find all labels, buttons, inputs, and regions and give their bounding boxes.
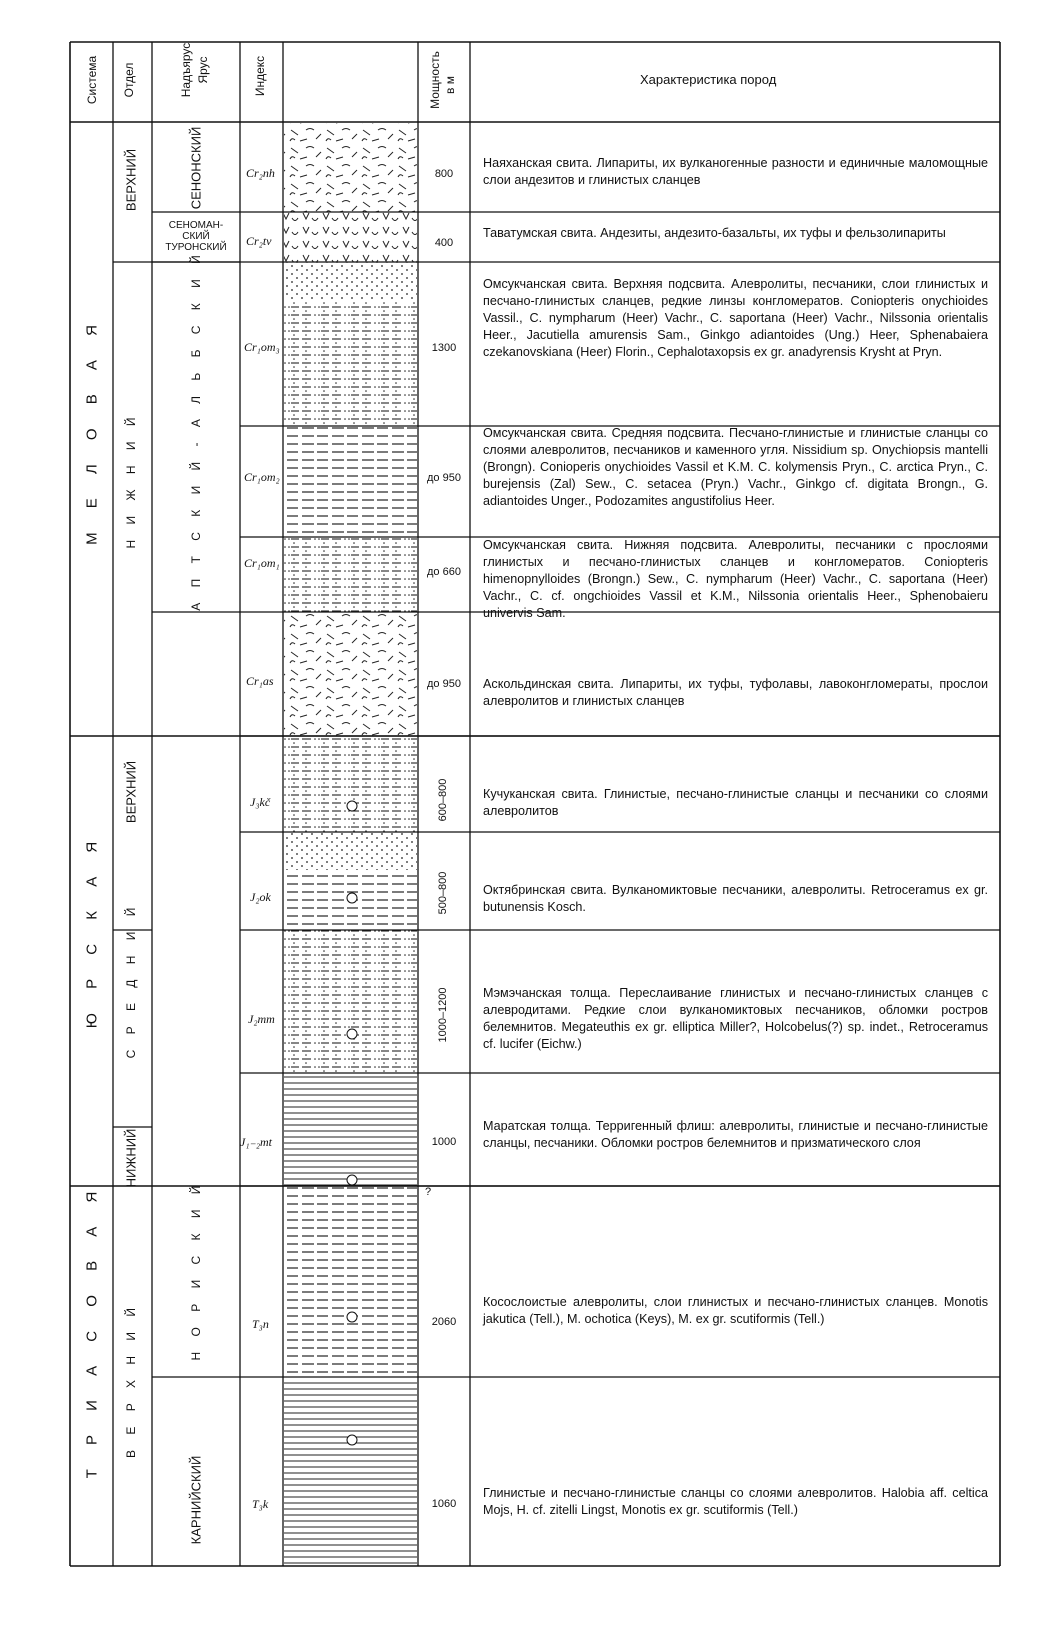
thickness-cr2nh: 800 (434, 168, 454, 180)
header-thickness-line1: Мощность (428, 51, 442, 109)
thickness-t3k: 1060 (431, 1498, 457, 1510)
header-index: Индекс (253, 55, 267, 97)
stage-aptian-albian: А П Т С К И Й - А Л Ь Б С К И Й (189, 249, 203, 611)
index-t3k: T₃k (252, 1497, 269, 1511)
thickness-j3kc: 600–800 (437, 778, 449, 822)
header-thickness-line2: в м (443, 76, 457, 94)
thickness-cr1as: до 950 (427, 678, 461, 690)
lithology-band (284, 1377, 417, 1566)
index-cr1as: Cr₁as (246, 674, 274, 688)
fossil-symbol (347, 1175, 357, 1185)
thickness-cr1om2: до 950 (427, 472, 461, 484)
system-cretaceous: М Е Л О В А Я (83, 315, 101, 545)
index-j2ok: J₂ok (250, 890, 271, 904)
lithology-band (284, 262, 417, 300)
description-j12mt: Маратская толща. Терригенный флиш: алевролиты, глинистые и песчано-глинистые сланцы, песчаники. Обломки ростров белемнитов и призматического слоя (483, 1119, 988, 1150)
system-jurassic: Ю Р С К А Я (83, 831, 101, 1029)
index-cr1om2: Cr₁om₂ (244, 470, 280, 484)
fossil-symbol (347, 1312, 357, 1322)
fossil-symbol (347, 801, 357, 811)
fossil-symbol (347, 1029, 357, 1039)
stage-senonian: СЕНОНСКИЙ (188, 126, 204, 210)
fossil-symbol (347, 893, 357, 903)
description-j3kc: Кучуканская свита. Глинистые, песчано-глинистые сланцы и песчаники со слоями алевролитов (483, 787, 988, 818)
header-system: Система (85, 55, 99, 105)
lithology-band (284, 300, 417, 426)
thickness-cr2tv: 400 (434, 237, 454, 249)
lithology-band (284, 612, 417, 736)
header-department: Отдел (122, 62, 136, 98)
description-j2ok: Октябринская свита. Вулканомиктовые песчаники, алевролиты. Retroceramus ex gr. butunensis Kosch. (483, 883, 988, 914)
department-jurassic-upper: ВЕРХНИЙ (123, 760, 139, 824)
index-t3n: T₃n (252, 1317, 269, 1331)
description-cr2nh: Наяханская свита. Липариты, их вулканогенные разности и единичные маломощные слои андезитов и глинистых сланцев (483, 156, 988, 187)
thickness-j12mt: 1000 (431, 1136, 457, 1148)
index-j12mt: J₁₋₂mt (240, 1135, 273, 1149)
department-triassic-upper: В Е Р Х Н И Й (124, 1302, 138, 1458)
description-t3k: Глинистые и песчано-глинистые сланцы со слоями алевролитов. Halobia aff. celtica Mojs, H. cf. zitelli Lingst, Monotis ex gr. scutiformis (Tell.) (483, 1486, 988, 1517)
stage-cenomanian-turonian: СЕНОМАН- СКИЙ ТУРОНСКИЙ (165, 220, 227, 253)
index-j3kc: J₃kč (250, 795, 271, 809)
department-jurassic-middle: С Р Е Д Н И Й (124, 901, 138, 1059)
thickness-cr1om3: 1300 (431, 342, 457, 354)
description-cr1om3: Омсукчанская свита. Верхняя подсвита. Алевролиты, песчаники, слои глинистых и песчано-глинистых сланцев, редкие линзы конгломератов. Coniopteris onychioides Vassil., C. nympharum (Heer) Vachr., C. saportana (Heer) Vachr., Nilssonia orientalis Heer., Jacutiella amurensis Sam., Ginkgo adiantoides (Ung.) Heer, Sphenabaiera czekanovskiana (Heer) Florin., Cephalotaxopsis ex gr. anadyrensis Krysht at Pryn. (483, 277, 988, 359)
thickness-cr1om1: до 660 (427, 566, 461, 578)
system-triassic: Т Р И А С О В А Я (83, 1181, 101, 1479)
department-cretaceous-lower: Н И Ж Н И Й (124, 411, 138, 549)
thickness-j2mm: 1000–1200 (437, 987, 449, 1043)
index-cr1om3: Cr₁om₃ (244, 340, 280, 354)
index-cr2nh: Cr₂nh (246, 166, 275, 180)
lithology-band (284, 426, 417, 537)
stage-carnian: КАРНИЙСКИЙ (188, 1455, 204, 1545)
boundary-question-mark: ? (424, 1186, 432, 1198)
index-cr2tv: Cr₂tv (246, 234, 272, 248)
header-characteristics: Характеристика пород (640, 72, 777, 87)
lithology-band (284, 1186, 417, 1377)
lithology-band (284, 123, 417, 212)
lithology-band (284, 832, 417, 870)
description-t3n: Косослоистые алевролиты, слои глинистых и песчано-глинистых сланцев. Monotis jakutica (Tell.), M. ochotica (Keys), M. ex gr. scutiformis (Tell.) (483, 1295, 988, 1326)
lithology-band (284, 1073, 417, 1186)
description-cr1as: Аскольдинская свита. Липариты, их туфы, туфолавы, лавоконгломераты, прослои алевролитов и глинистых сланцев (483, 677, 988, 708)
stage-norian: Н О Р И С К И Й (189, 1179, 203, 1361)
description-j2mm: Мэмэчанская толща. Переслаивание глинистых и песчано-глинистых сланцев с алевродитами. Редкие слои вулканомиктовых песчаников, обломки ростров белемнитов. Megateuthis ex gr. elliptica Miller?, Holcobelus(?) sp. indet., Retroceramus cf. lucifer (Eichw.) (483, 986, 988, 1051)
lithology-band (284, 212, 417, 262)
index-j2mm: J₂mm (248, 1012, 275, 1026)
header-stage-line2: Ярус (196, 56, 210, 84)
description-cr1om2: Омсукчанская свита. Средняя подсвита. Песчано-глинистые и глинистые сланцы со слоями алевролитов, песчаников и каменного угля. Nissidium sp. Onychiopsis mantelli (Brongn). Conioperis onychioides Vassil et K.M. C. kolymensis Pryn., C. arctica Pryn., C. burejensis (Zal) Sew., C. setacea (Pryn.) Vachr., Ginkgo cf. digitata Brongn., G. adiantoides Unger., Podozamites angustifolius Heer. (483, 426, 988, 508)
lithology-band (284, 537, 417, 612)
description-cr1om1: Омсукчанская свита. Нижняя подсвита. Алевролиты, песчаники с прослоями глинистых и песчано-глинистых сланцев и конгломератов. Coniopteris himenopnylloides (Brongn.) Sew., C. nympharum (Heer) Vachr., C. saportana (Heer) Vachr., C. cf. ongchioides Vassil et K.M., Nilssonia orientalis Heer., Sphenobaieru univervis Sam. (483, 538, 988, 620)
department-jurassic-lower: НИЖНИЙ (123, 1128, 139, 1188)
lithology-band (284, 736, 417, 832)
thickness-j2ok: 500–800 (437, 871, 449, 915)
thickness-t3n: 2060 (431, 1316, 457, 1328)
fossil-symbol (347, 1435, 357, 1445)
lithology-band (284, 930, 417, 1073)
header-stage-line1: Надъярус (179, 42, 193, 98)
department-cretaceous-upper: ВЕРХНИЙ (123, 148, 139, 212)
description-cr2tv: Таватумская свита. Андезиты, андезито-базальты, их туфы и фельзолипариты (483, 226, 946, 240)
lithology-column (284, 123, 417, 1566)
index-cr1om1: Cr₁om₁ (244, 556, 280, 570)
